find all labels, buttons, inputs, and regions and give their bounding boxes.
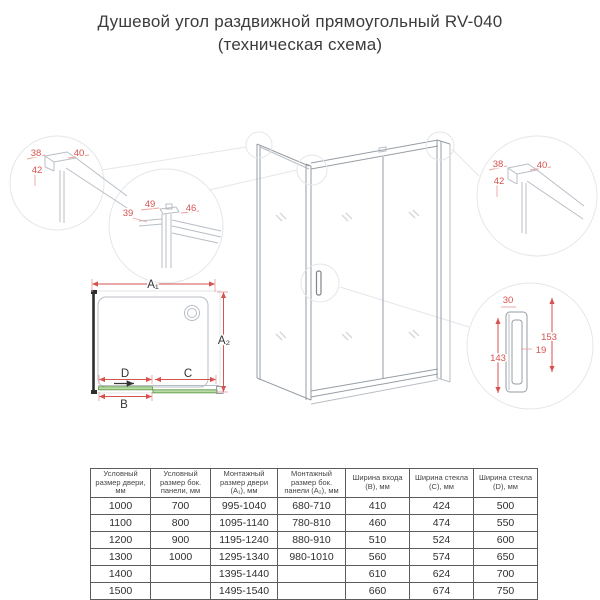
table-cell: 1000	[91, 497, 151, 514]
sliding-door-glass	[99, 387, 153, 390]
detail-corner-right-drawing	[489, 159, 584, 234]
table-row	[91, 514, 538, 531]
col-header: Условный размер бок. панели, мм	[151, 469, 211, 498]
table-cell: 424	[410, 497, 474, 514]
table-header-row	[91, 469, 538, 498]
drain-outer	[185, 306, 200, 321]
table-cell: 600	[474, 531, 538, 548]
table-cell: 995-1040	[211, 497, 278, 514]
plan-label-d: D	[120, 368, 130, 380]
col-header: Ширина стекла (D), мм	[474, 469, 538, 498]
table-cell: 460	[346, 514, 410, 531]
table-cell: 780-810	[278, 514, 346, 531]
detail-circle-corner-left	[10, 136, 104, 230]
table-cell: 500	[474, 497, 538, 514]
col-header: Монтажный размер бок. панели (A₂), мм	[278, 469, 346, 498]
dim-38-left: 38	[30, 148, 42, 159]
dim-40-right: 40	[536, 160, 548, 171]
detail-corner-left-drawing	[27, 148, 127, 223]
table-cell: 880-910	[278, 531, 346, 548]
title-line-2: (техническая схема)	[217, 35, 383, 54]
dim-38-right: 38	[492, 159, 504, 170]
plan-view	[91, 279, 230, 411]
table-cell: 1395-1440	[211, 565, 278, 582]
dim-143: 143	[490, 353, 506, 364]
table-cell: 750	[474, 582, 538, 599]
table-cell: 674	[410, 582, 474, 599]
table-cell: 474	[410, 514, 474, 531]
table-cell: 1300	[91, 548, 151, 565]
spec-table-container	[90, 468, 537, 600]
plan-label-c: C	[183, 368, 193, 380]
table-cell: 624	[410, 565, 474, 582]
plan-label-a2: A₂	[217, 335, 231, 347]
table-cell: 650	[474, 548, 538, 565]
table-row	[91, 582, 538, 599]
marker-top-profile	[297, 155, 327, 185]
drain-inner	[188, 309, 197, 318]
table-cell	[278, 582, 346, 599]
table-cell: 1295-1340	[211, 548, 278, 565]
table-cell: 550	[474, 514, 538, 531]
detail-handle-drawing	[490, 295, 557, 393]
detail-top-profile-drawing	[123, 199, 221, 268]
dim-49: 49	[144, 199, 156, 210]
table-cell: 700	[151, 497, 211, 514]
table-row	[91, 565, 538, 582]
leader-lines	[102, 147, 479, 327]
table-cell: 1100	[91, 514, 151, 531]
dim-42-left: 42	[31, 165, 43, 176]
plan-label-a1: A₁	[147, 279, 159, 291]
glass-shine-marks	[276, 210, 419, 340]
col-header: Условный размер двери, мм	[91, 469, 151, 498]
table-cell: 1200	[91, 531, 151, 548]
table-cell: 560	[346, 548, 410, 565]
table-cell: 524	[410, 531, 474, 548]
dim-19: 19	[535, 345, 547, 356]
col-header: Ширина стекла (C), мм	[410, 469, 474, 498]
table-cell: 1495-1540	[211, 582, 278, 599]
detail-circle-corner-right	[477, 136, 597, 256]
detail-circle-handle	[467, 283, 593, 409]
dim-153: 153	[541, 332, 557, 343]
table-cell	[278, 565, 346, 582]
table-row	[91, 497, 538, 514]
title-line-1: Душевой угол раздвижной прямоугольный RV-040	[97, 12, 503, 31]
table-cell: 410	[346, 497, 410, 514]
dim-39: 39	[122, 208, 134, 219]
table-cell: 900	[151, 531, 211, 548]
table-cell: 980-1010	[278, 548, 346, 565]
marker-handle	[301, 264, 339, 302]
col-header: Монтажный размер двери (A₁), мм	[211, 469, 278, 498]
dim-40-left: 40	[73, 148, 85, 159]
table-cell	[151, 565, 211, 582]
table-cell	[151, 582, 211, 599]
table-cell: 1400	[91, 565, 151, 582]
table-cell: 1000	[151, 548, 211, 565]
table-cell: 700	[474, 565, 538, 582]
table-cell: 510	[346, 531, 410, 548]
table-cell: 610	[346, 565, 410, 582]
spec-table	[90, 468, 538, 600]
table-row	[91, 548, 538, 565]
table-cell: 660	[346, 582, 410, 599]
col-header: Ширина входа (B), мм	[346, 469, 410, 498]
table-cell: 1095-1140	[211, 514, 278, 531]
table-cell: 800	[151, 514, 211, 531]
dim-42-right: 42	[493, 176, 505, 187]
table-cell: 574	[410, 548, 474, 565]
table-cell: 1500	[91, 582, 151, 599]
table-row	[91, 531, 538, 548]
fixed-glass	[153, 390, 217, 393]
table-cell: 1195-1240	[211, 531, 278, 548]
table-cell: 680-710	[278, 497, 346, 514]
plan-label-b: B	[120, 399, 128, 411]
dim-46: 46	[185, 203, 197, 214]
main-drawing	[246, 132, 454, 404]
dim-30: 30	[502, 295, 514, 306]
